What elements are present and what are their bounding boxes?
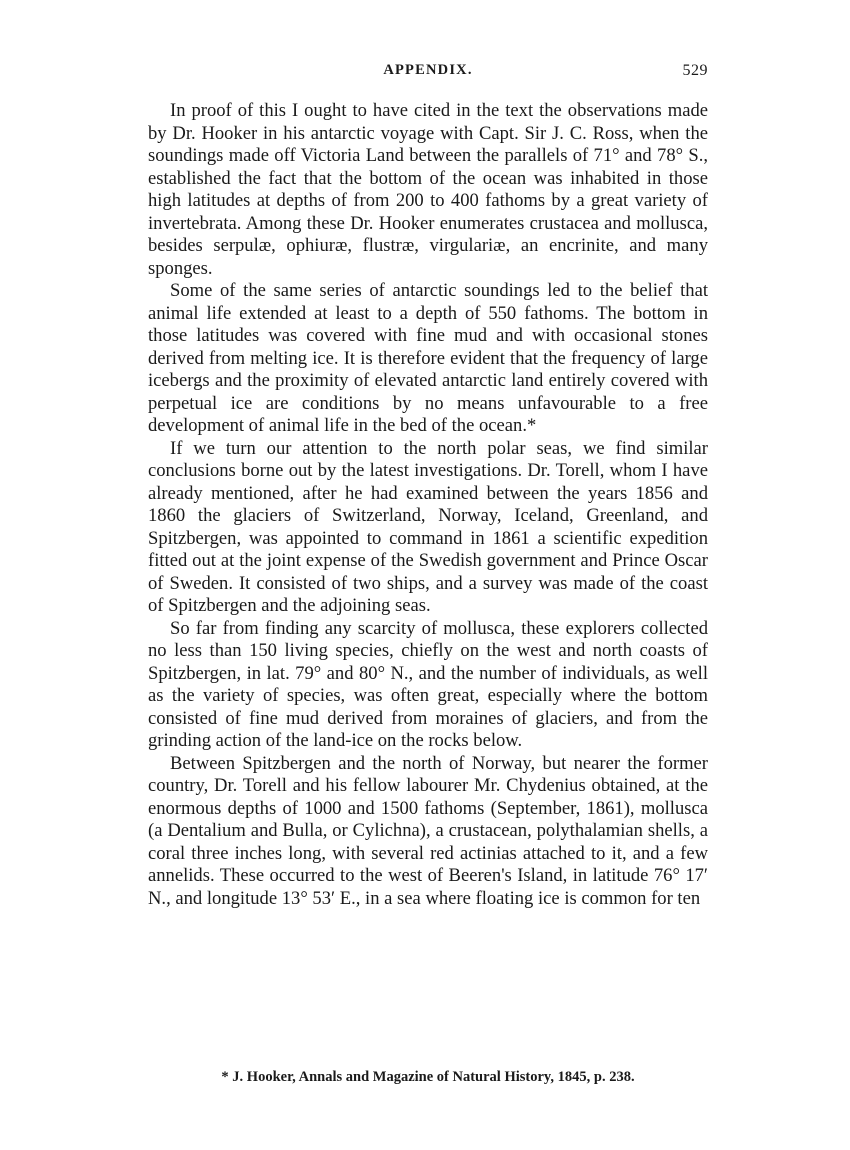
paragraph-north-polar-seas: If we turn our attention to the north polar seas, we find similar conclusions borne out by the latest investigations. Dr. Torell, whom I have already mentioned, after he had examined between the years 1856 and 1860 the glaciers of Switzerland, Norway, Iceland, Greenland, and Spitzbergen, was appointed to command in 1861 a scientific expedition fitted out at the joint expense of the Swedish government and Prince Oscar of Sweden. It consisted of two ships, and a survey was made of the coast of Spitzbergen and the adjoining seas.	[148, 437, 708, 616]
paragraph-deep-soundings: Between Spitzbergen and the north of Norway, but nearer the former country, Dr. Torell and his fellow labourer Mr. Chydenius obtained, at the enormous depths of 1000 and 1500 fathoms (September, 1861), mollusca (a Dentalium and Bulla, or Cylichna), a crustacean, polythalamian shells, a coral three inches long, with several red actinias attached to it, and a few annelids. These occurred to the west of Beeren's Island, in latitude 76° 17′ N., and longitude 13° 53′ E., in a sea where floating ice is common for ten	[148, 752, 708, 909]
paragraph-antarctic-soundings: Some of the same series of antarctic soundings led to the belief that animal life extended at least to a depth of 550 fathoms. The bottom in those latitudes was covered with fine mud and with occasional stones derived from melting ice. It is therefore evident that the frequency of large icebergs and the proximity of elevated antarctic land entirely covered with perpetual ice are conditions by no means unfavourable to a free development of animal life in the bed of the ocean.*	[148, 280, 708, 436]
page-number: 529	[682, 62, 708, 79]
footnote: * J. Hooker, Annals and Magazine of Natural History, 1845, p. 238.	[221, 1069, 635, 1085]
paragraph-hooker-antarctic: In proof of this I ought to have cited in the text the observations made by Dr. Hooker in his antarctic voyage with Capt. Sir J. C. Ross, when the soundings made off Victoria Land between the parallels of 71° and 78° S., established the fact that the bottom of the ocean was inhabited in those high latitudes at depths of from 200 to 400 fathoms by a great variety of invertebrata. Among these Dr. Hooker enumerates crustacea and mollusca, besides serpulæ, ophiuræ, flustræ, virgulariæ, an encrinite, and many sponges.	[148, 100, 708, 279]
body-text	[148, 100, 708, 910]
running-head	[148, 62, 708, 86]
paragraph-mollusca-spitzbergen: So far from finding any scarcity of mollusca, these explorers collected no less than 150 living species, chiefly on the west and north coasts of Spitzbergen, in lat. 79° and 80° N., and the number of individuals, as well as the variety of species, was often great, especially where the bottom consisted of fine mud derived from moraines of glaciers, and from the grinding action of the land-ice on the rocks below.	[148, 617, 708, 751]
running-title: APPENDIX.	[383, 62, 473, 78]
